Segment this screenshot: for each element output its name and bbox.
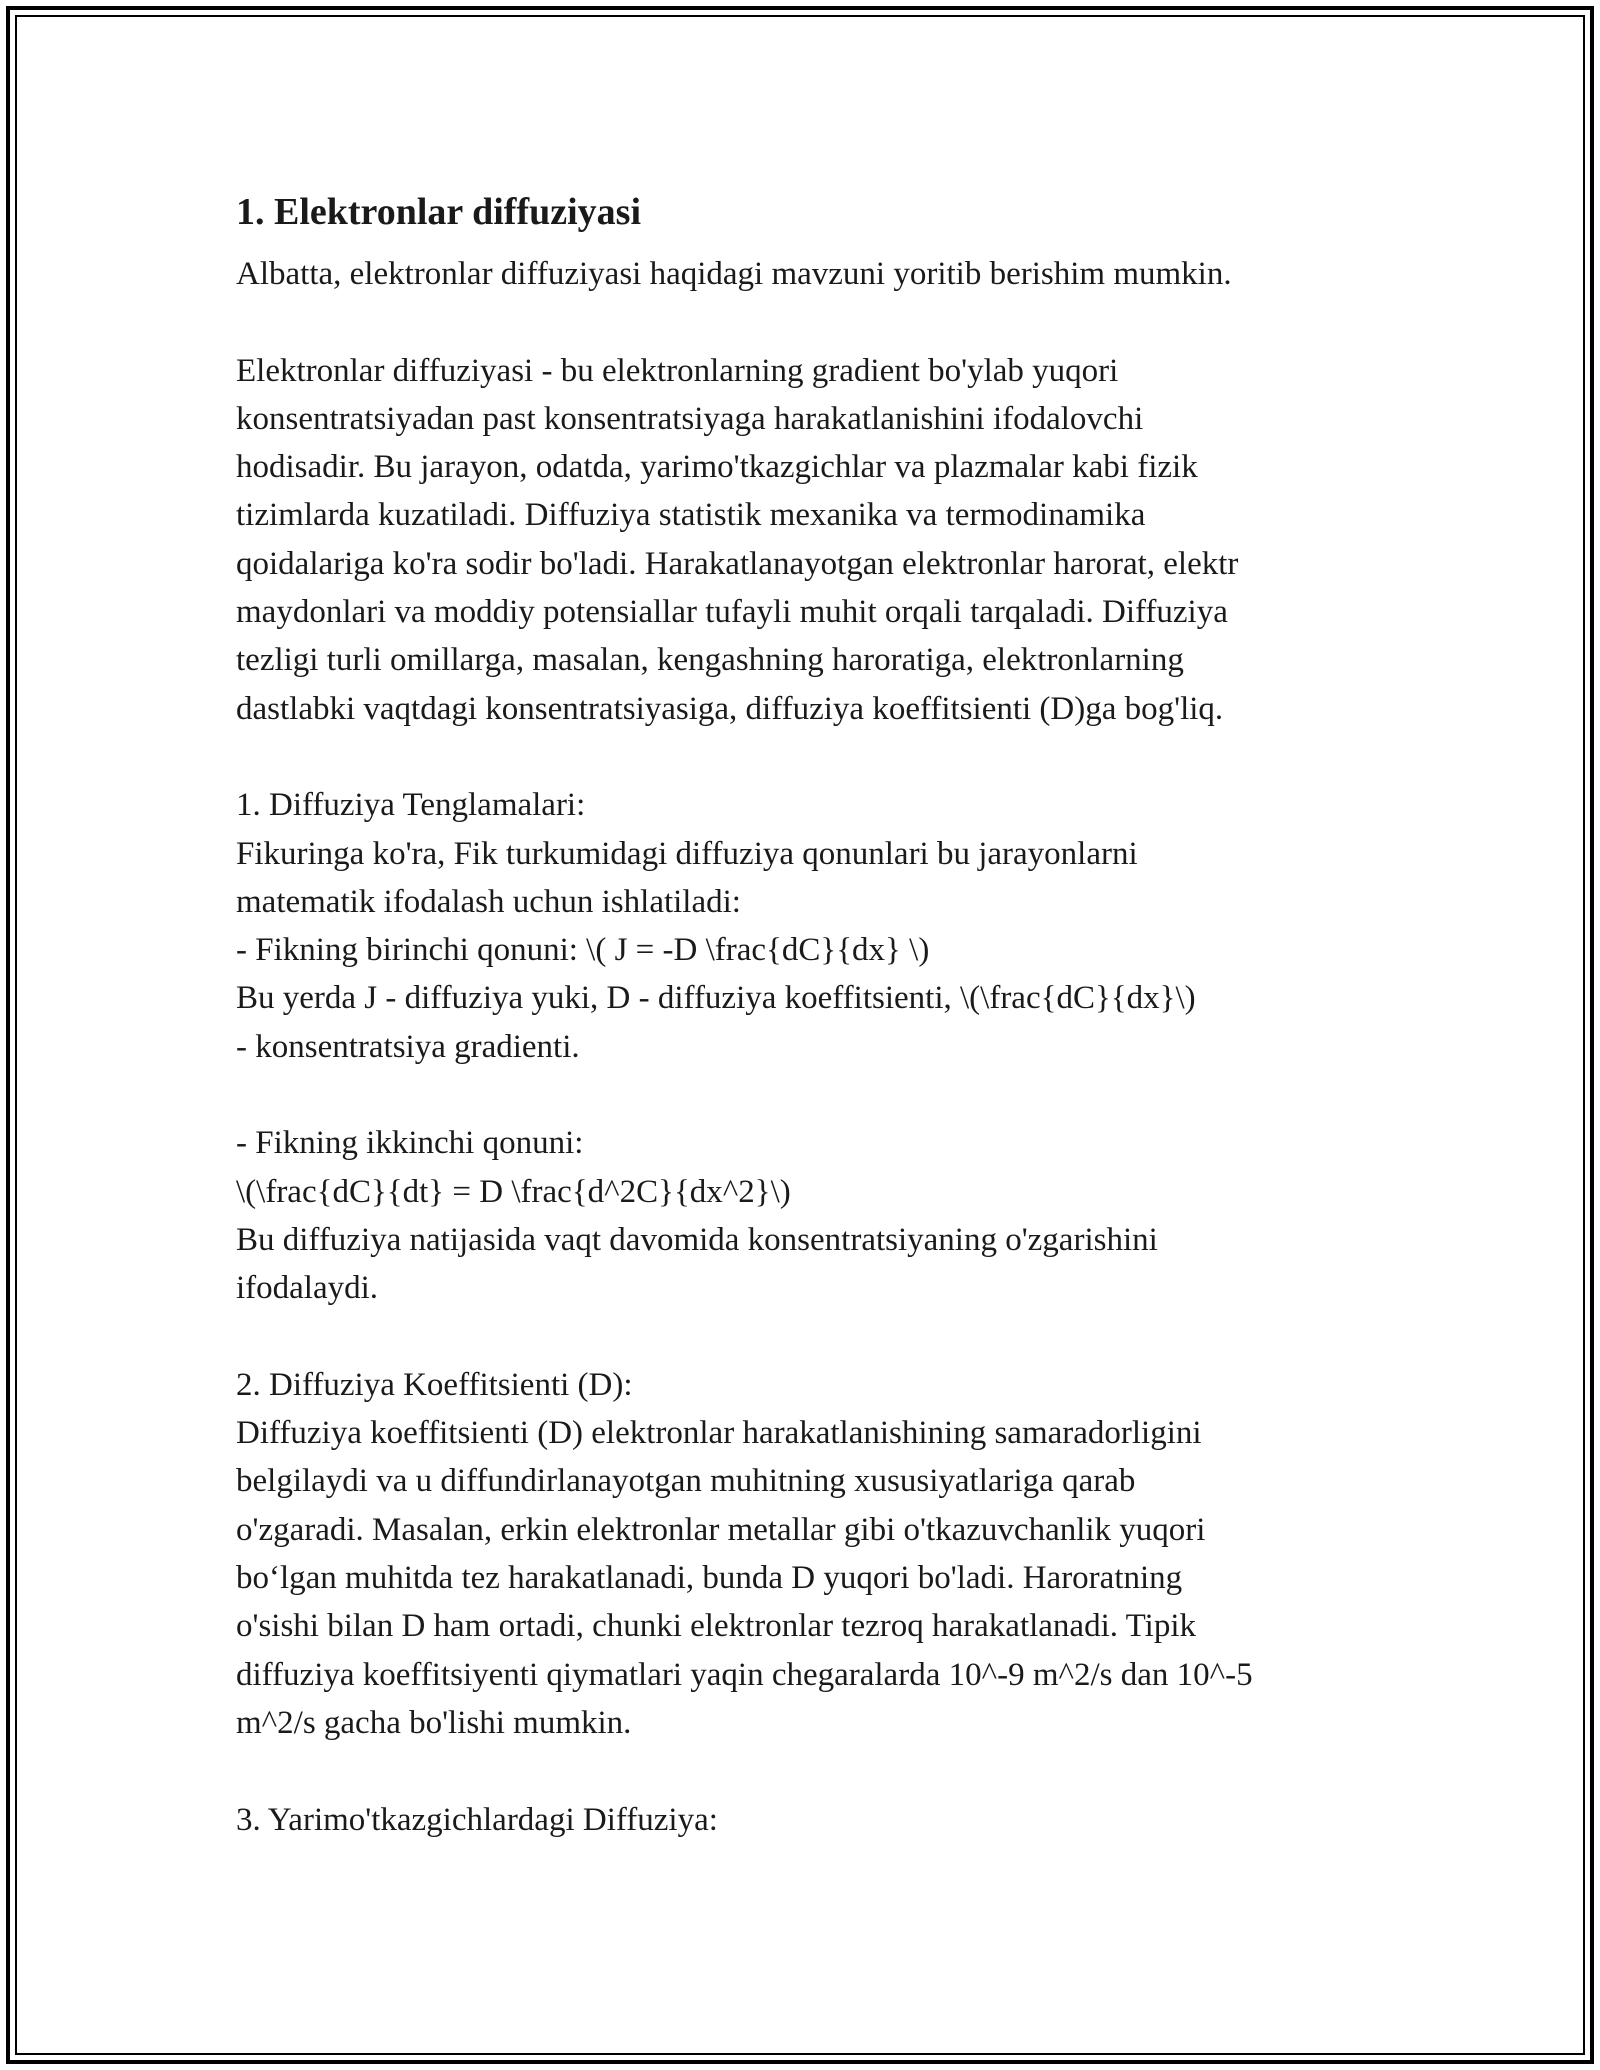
paragraph-gap [236, 733, 1386, 781]
paragraph-gap [236, 1313, 1386, 1361]
diffusion-equations-section: 1. Diffuziya Tenglamalari: Fikuringa ko'ra, Fik turkumidagi diffuziya qonunlari bu jarayonlarni matematik ifodalash uchun ishlatiladi: - Fikning birinchi qonuni: \( J = -D \frac{dC}{dx} \) Bu yerda J - diffuziya yuki, D - diffuziya koeffitsienti, \(\frac{dC}{dx}\) - konsentratsiya gradienti. [236, 787, 1196, 1065]
intro-paragraph: Albatta, elektronlar diffuziyasi haqidagi mavzuni yoritib berishim mumkin. [236, 256, 1232, 292]
paragraph-gap [236, 1747, 1386, 1795]
paragraph-gap [236, 298, 1386, 346]
semiconductor-diffusion-heading: 3. Yarimo'tkazgichlardagi Diffuziya: [236, 1801, 718, 1838]
document-body [236, 186, 1386, 1844]
definition-paragraph: Elektronlar diffuziyasi - bu elektronlarning gradient bo'ylab yuqori konsentratsiyadan past konsentratsiyaga harakatlanishini ifodalovchi hodisadir. Bu jarayon, odatda, yarimo'tkazgichlar va plazmalar kabi fizik tizimlarda kuzatiladi. Diffuziya statistik mexanika va termodinamika qoidalariga ko'ra sodir bo'ladi. Harakatlanayotgan elektronlar harorat, elektr maydonlari va moddiy potensiallar tufayli muhit orqali tarqaladi. Diffuziya tezligi turli omillarga, masalan, kengashning haroratiga, elektronlarning dastlabki vaqtdagi konsentratsiyasiga, diffuziya koeffitsienti (D)ga bog'liq. [236, 352, 1239, 727]
fick-second-law-section: - Fikning ikkinchi qonuni: \(\frac{dC}{dt} = D \frac{d^2C}{dx^2}\) Bu diffuziya natijasida vaqt davomida konsentratsiyaning o'zgarishini ifodalaydi. [236, 1125, 1158, 1307]
diffusion-coefficient-section: 2. Diffuziya Koeffitsienti (D): Diffuziya koeffitsienti (D) elektronlar harakatlanishining samaradorligini belgilaydi va u diffundirlanayotgan muhitning xususiyatlariga qarab o'zgaradi. Masalan, erkin elektronlar metallar gibi o'tkazuvchanlik yuqori bo‘lgan muhitda tez harakatlanadi, bunda D yuqori bo'ladi. Haroratning o'sishi bilan D ham ortadi, chunki elektronlar tezroq harakatlanadi. Tipik diffuziya koeffitsiyenti qiymatlari yaqin chegaralarda 10^-9 m^2/s dan 10^-5 m^2/s gacha bo'lishi mumkin. [236, 1366, 1253, 1741]
paragraph-gap [236, 1071, 1386, 1119]
document-heading: 1. Elektronlar diffuziyasi [236, 191, 642, 233]
